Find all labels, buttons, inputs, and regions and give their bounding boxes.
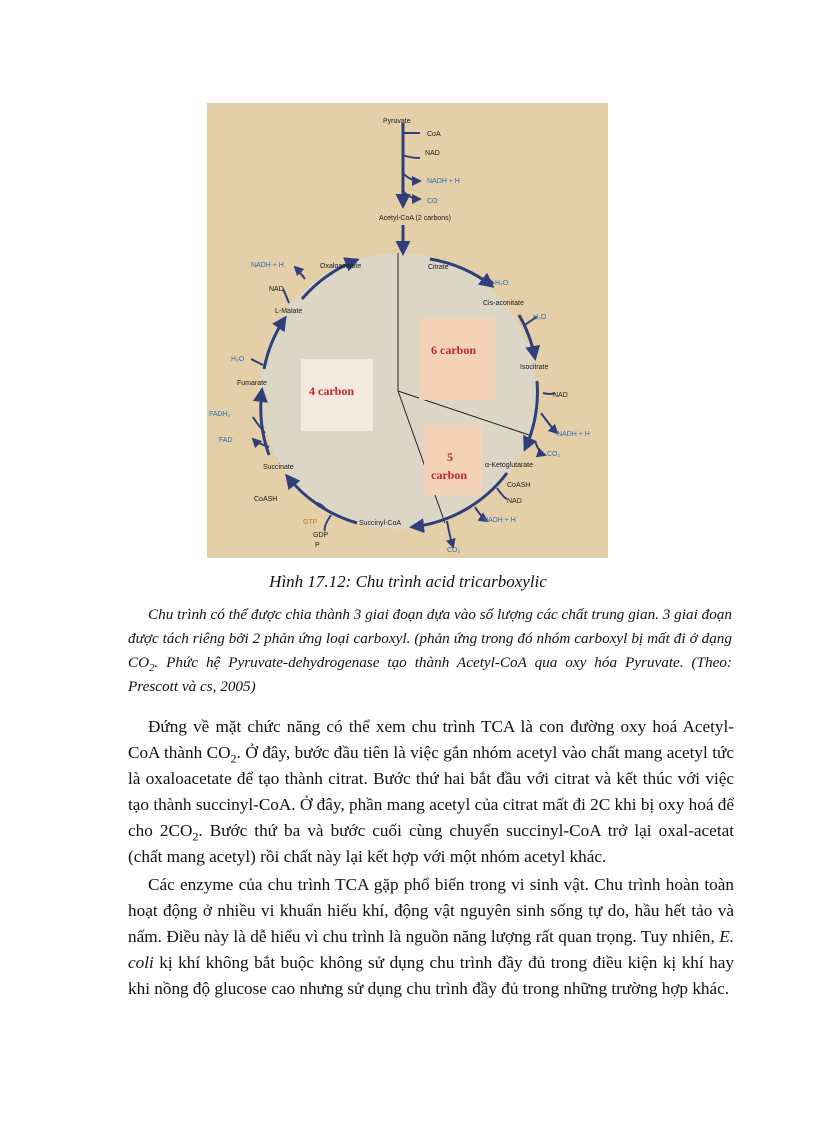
label-cis-aconitate: Cis-aconitate [483, 300, 524, 307]
label-nad-2: NAD [507, 498, 522, 505]
label-coash-1: CoASH [507, 482, 531, 489]
label-gdp: GDP [313, 532, 329, 539]
note-text-a: Chu trình có thể được chia thành 3 giai đoạn dựa vào số lượng các chất trung gian. 3 giai đoạn được tách riêng bởi 2 phản ứng loại carboxyl. (phản ứng trong đó nhóm carboxyl bị mất đi ở dạng CO [128, 606, 732, 671]
label-five-carbon-word: carbon [431, 468, 467, 482]
para2-text-b: kị khí không bắt buộc không sử dụng chu trình đầy đủ trong điều kiện kị khí hay khi nồng độ glucose cao nhưng sử dụng chu trình đầy đủ trong những trường hợp khác. [128, 953, 734, 998]
para1-subscript-2: 2 [192, 829, 199, 844]
label-h2o-1: H₂O [495, 280, 509, 287]
label-five-carbon-number: 5 [447, 450, 453, 464]
label-citrate: Citrate [428, 264, 449, 271]
label-fumarate: Fumarate [237, 380, 267, 387]
label-fadh2: FADH₂ [209, 411, 231, 418]
para1-text-a: Đứng về mặt chức năng có thể xem chu trình TCA là con đường oxy hoá Acetyl-CoA thành CO [128, 717, 734, 762]
label-ketoglutarate: α-Ketoglutarate [485, 462, 534, 469]
label-co2: CO [427, 198, 438, 205]
label-six-carbon: 6 carbon [431, 343, 476, 357]
tca-cycle-diagram [207, 103, 608, 558]
body-paragraph-2 [128, 872, 734, 1002]
six-carbon-box [419, 318, 495, 400]
label-succinate: Succinate [263, 464, 294, 471]
label-nad-1: NAD [553, 392, 568, 399]
label-fad: FAD [219, 437, 233, 444]
label-coa: CoA [427, 131, 441, 138]
label-malate: L-Malate [275, 308, 303, 315]
label-pi: P [315, 542, 320, 549]
label-co2-1: CO₂ [547, 451, 561, 458]
label-coash-2: CoASH [254, 496, 278, 503]
label-nad: NAD [425, 150, 440, 157]
tca-cycle-figure [207, 103, 608, 558]
label-four-carbon: 4 carbon [309, 384, 354, 398]
label-oxaloacetate: Oxaloacetate [320, 263, 362, 270]
five-carbon-box [424, 425, 482, 495]
para2-ecoli: E. coli [128, 927, 734, 972]
label-pyruvate: Pyruvate [383, 118, 411, 125]
para2-text-a: Các enzyme của chu trình TCA gặp phổ biến trong vi sinh vật. Chu trình hoàn toàn hoạt động ở nhiều vi khuẩn hiếu khí, động vật nguyên sinh sống tự do, hầu hết tảo và nấm. Điều này là dễ hiểu vì chu trình là nguồn năng lượng rất quan trọng. Tuy nhiên, [128, 875, 734, 946]
para1-subscript-1: 2 [230, 751, 237, 766]
figure-note [128, 603, 732, 699]
figure-caption: Hình 17.12: Chu trình acid tricarboxylic [269, 572, 547, 591]
para1-text-b: . Ở đây, bước đầu tiên là việc gắn nhóm acetyl vào chất mang acetyl tức là oxaloacetate để tạo thành citrat. Bước thứ hai bắt đầu với citrat và kết thúc với việc tạo thành succinyl-CoA. Ở đây, phần mang acetyl của citrat mất đi 2C khi bị oxy hoá để cho 2CO [128, 743, 734, 840]
label-co2-2: CO₂ [447, 547, 461, 554]
label-h2o-2: H₂O [533, 314, 547, 321]
label-nadh-1: NADH + H [557, 431, 590, 438]
label-nadh-2: NADH + H [483, 517, 516, 524]
label-acetyl-coa: Acetyl-CoA (2 carbons) [379, 215, 451, 222]
note-text-b: . Phức hệ Pyruvate-dehydrogenase tạo thành Acetyl-CoA qua oxy hóa Pyruvate. (Theo: Prescott và cs, 2005) [128, 654, 732, 695]
label-nadh: NADH + H [427, 178, 460, 185]
para1-text-c: . Bước thứ ba và bước cuối cùng chuyển succinyl-CoA trở lại oxal-acetat (chất mang acetyl) rồi chất này lại kết hợp với một nhóm acetyl khác. [128, 821, 734, 866]
label-isocitrate: Isocitrate [520, 364, 549, 371]
label-h2o-3: H₂O [231, 356, 245, 363]
note-subscript: 2 [149, 663, 155, 675]
label-succinyl-coa: Succinyl-CoA [359, 520, 402, 527]
body-paragraph-1 [128, 714, 734, 870]
label-gtp: GTP [303, 519, 318, 526]
label-nad-3: NAD [269, 286, 284, 293]
label-nadh-3: NADH + H [251, 262, 284, 269]
